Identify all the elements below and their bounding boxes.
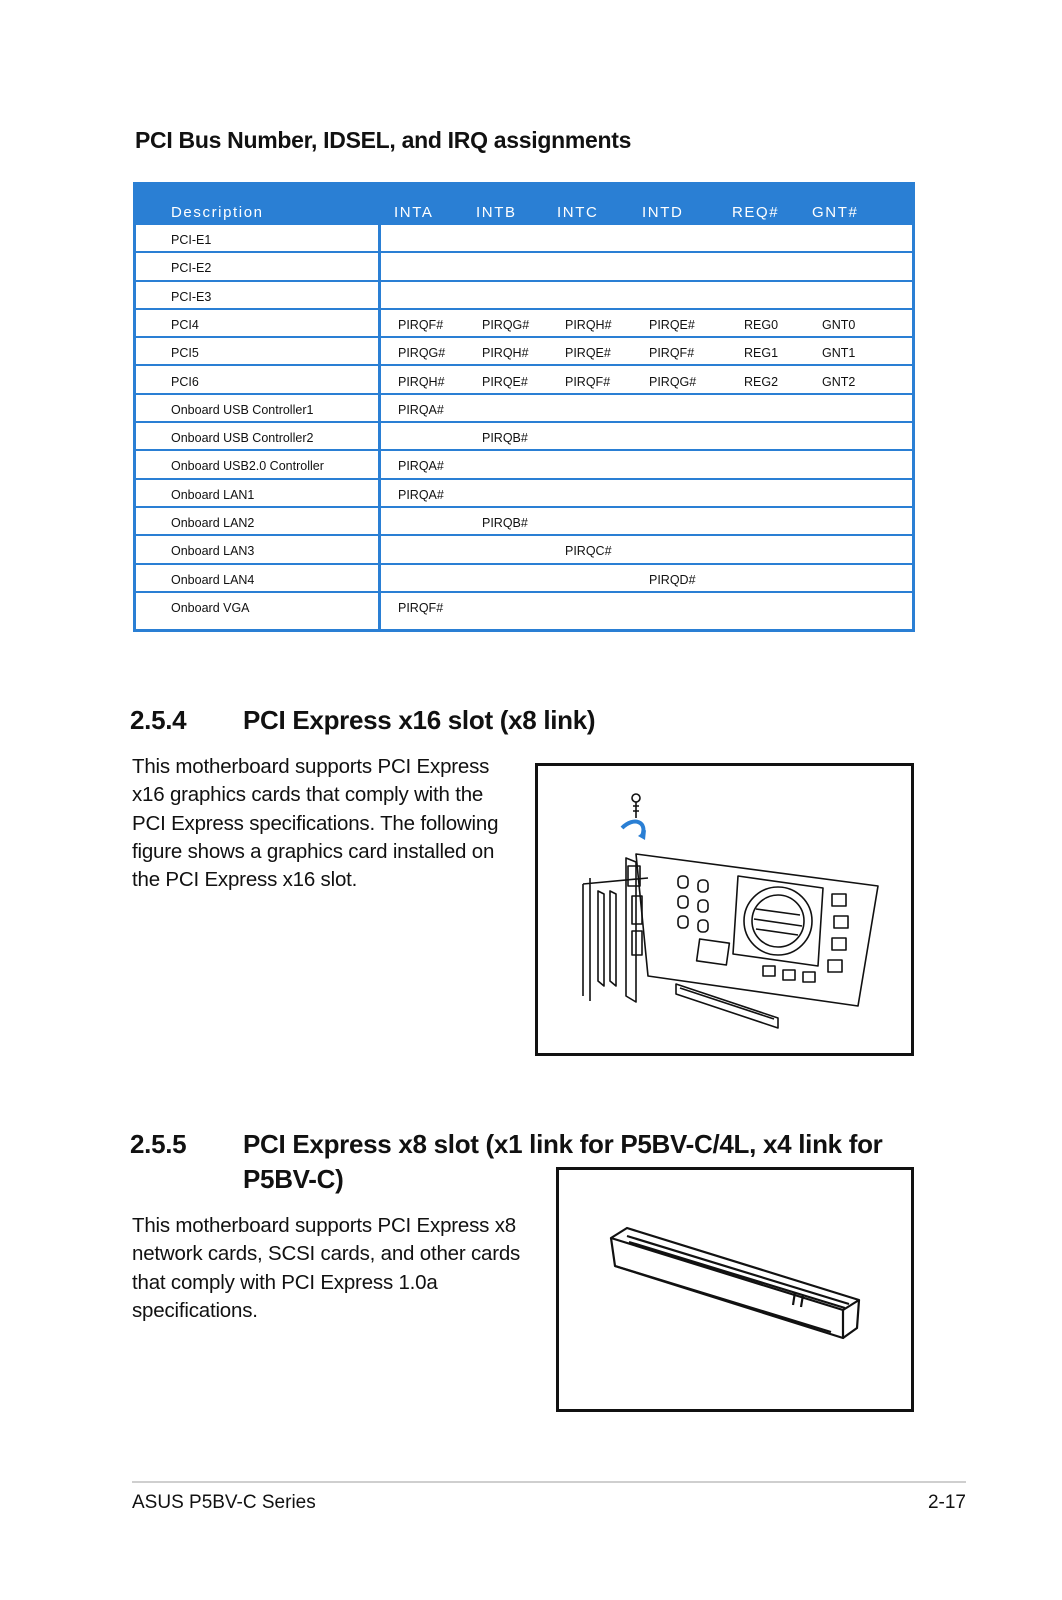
cell-description: Onboard LAN4 xyxy=(171,572,255,587)
cell-inta: PIRQA# xyxy=(398,402,444,417)
irq-assignment-table xyxy=(133,182,915,632)
header-intc: INTC xyxy=(557,204,599,221)
header-gnt: GNT# xyxy=(812,204,859,221)
table-row xyxy=(136,310,912,338)
cell-description: Onboard VGA xyxy=(171,600,250,615)
cell-intb: PIRQE# xyxy=(482,374,528,389)
cell-description: PCI5 xyxy=(171,346,199,361)
cell-description: PCI-E2 xyxy=(171,261,212,276)
cell-intb: PIRQB# xyxy=(482,516,528,530)
cell-description: Onboard USB Controller2 xyxy=(171,431,314,446)
cell-intc: PIRQE# xyxy=(565,346,611,361)
cell-intd: PIRQF# xyxy=(649,346,695,361)
section-255-title-line1: PCI Express x8 slot (x1 link for P5BV-C/4L, x4 link for xyxy=(243,1129,883,1159)
cell-intb: PIRQH# xyxy=(482,346,529,361)
cell-intd: PIRQD# xyxy=(649,572,696,587)
table-row xyxy=(136,508,912,536)
graphics-card-figure xyxy=(535,763,914,1056)
cell-intc: PIRQF# xyxy=(565,374,611,389)
cell-description: Onboard USB Controller1 xyxy=(171,402,314,417)
section-255-paragraph: This motherboard supports PCI Express x8 network cards, SCSI cards, and other cards that comply with PCI Express 1.0a specifications. xyxy=(132,1214,521,1322)
header-req: REQ# xyxy=(732,204,780,221)
table-row xyxy=(136,395,912,423)
table-title: PCI Bus Number, IDSEL, and IRQ assignments xyxy=(135,127,632,153)
table-row xyxy=(136,423,912,451)
cell-req: REG0 xyxy=(744,317,779,332)
section-255-title-line2: P5BV-C) xyxy=(243,1164,344,1194)
table-row xyxy=(136,451,912,479)
pcie-x8-slot-figure xyxy=(556,1167,914,1412)
cell-description: Onboard LAN3 xyxy=(171,544,255,559)
footer-product-name: ASUS P5BV-C Series xyxy=(132,1492,316,1513)
cell-inta: PIRQA# xyxy=(398,487,444,502)
table-body xyxy=(136,225,912,629)
cell-description: Onboard LAN2 xyxy=(171,516,255,530)
graphics-card-illustration xyxy=(538,766,911,1053)
table-row xyxy=(136,253,912,281)
cell-gnt: GNT2 xyxy=(822,374,856,389)
cell-gnt: GNT0 xyxy=(822,317,856,332)
cell-description: PCI-E3 xyxy=(171,289,212,304)
cell-intd: PIRQG# xyxy=(649,374,697,389)
section-254-number: 2.5.4 xyxy=(130,705,187,735)
cell-inta: PIRQF# xyxy=(398,600,444,615)
cell-inta: PIRQA# xyxy=(398,459,444,474)
table-row xyxy=(136,593,912,621)
table-row xyxy=(136,338,912,366)
header-inta: INTA xyxy=(394,204,434,221)
footer-rule xyxy=(132,1481,966,1483)
pcie-slot-illustration xyxy=(559,1170,911,1409)
cell-inta: PIRQG# xyxy=(398,346,446,361)
table-row xyxy=(136,367,912,395)
table-row xyxy=(136,225,912,253)
table-row xyxy=(136,282,912,310)
table-row xyxy=(136,565,912,593)
cell-intb: PIRQG# xyxy=(482,317,530,332)
header-intb: INTB xyxy=(476,204,517,221)
section-255-number: 2.5.5 xyxy=(130,1129,187,1159)
header-intd: INTD xyxy=(642,204,684,221)
table-row xyxy=(136,536,912,564)
cell-description: Onboard LAN1 xyxy=(171,487,255,502)
cell-description: PCI4 xyxy=(171,317,199,332)
cell-inta: PIRQF# xyxy=(398,317,444,332)
cell-description: PCI-E1 xyxy=(171,233,212,247)
cell-inta: PIRQH# xyxy=(398,374,445,389)
cell-intc: PIRQH# xyxy=(565,317,612,332)
section-254-paragraph: This motherboard supports PCI Express x16 graphics cards that comply with the PCI Express specifications. The following figure shows a graphics card installed on the PCI Express x16 slot. xyxy=(132,755,499,892)
cell-description: Onboard USB2.0 Controller xyxy=(171,459,324,474)
header-description: Description xyxy=(171,204,264,221)
table-header-row xyxy=(136,185,912,225)
section-254-title: PCI Express x16 slot (x8 link) xyxy=(243,705,596,735)
cell-req: REG1 xyxy=(744,346,779,361)
cell-req: REG2 xyxy=(744,374,779,389)
footer-page-number: 2-17 xyxy=(927,1492,966,1513)
cell-intd: PIRQE# xyxy=(649,317,695,332)
cell-intb: PIRQB# xyxy=(482,431,528,446)
cell-intc: PIRQC# xyxy=(565,544,612,559)
table-row xyxy=(136,480,912,508)
cell-description: PCI6 xyxy=(171,374,199,389)
cell-gnt: GNT1 xyxy=(822,346,856,361)
